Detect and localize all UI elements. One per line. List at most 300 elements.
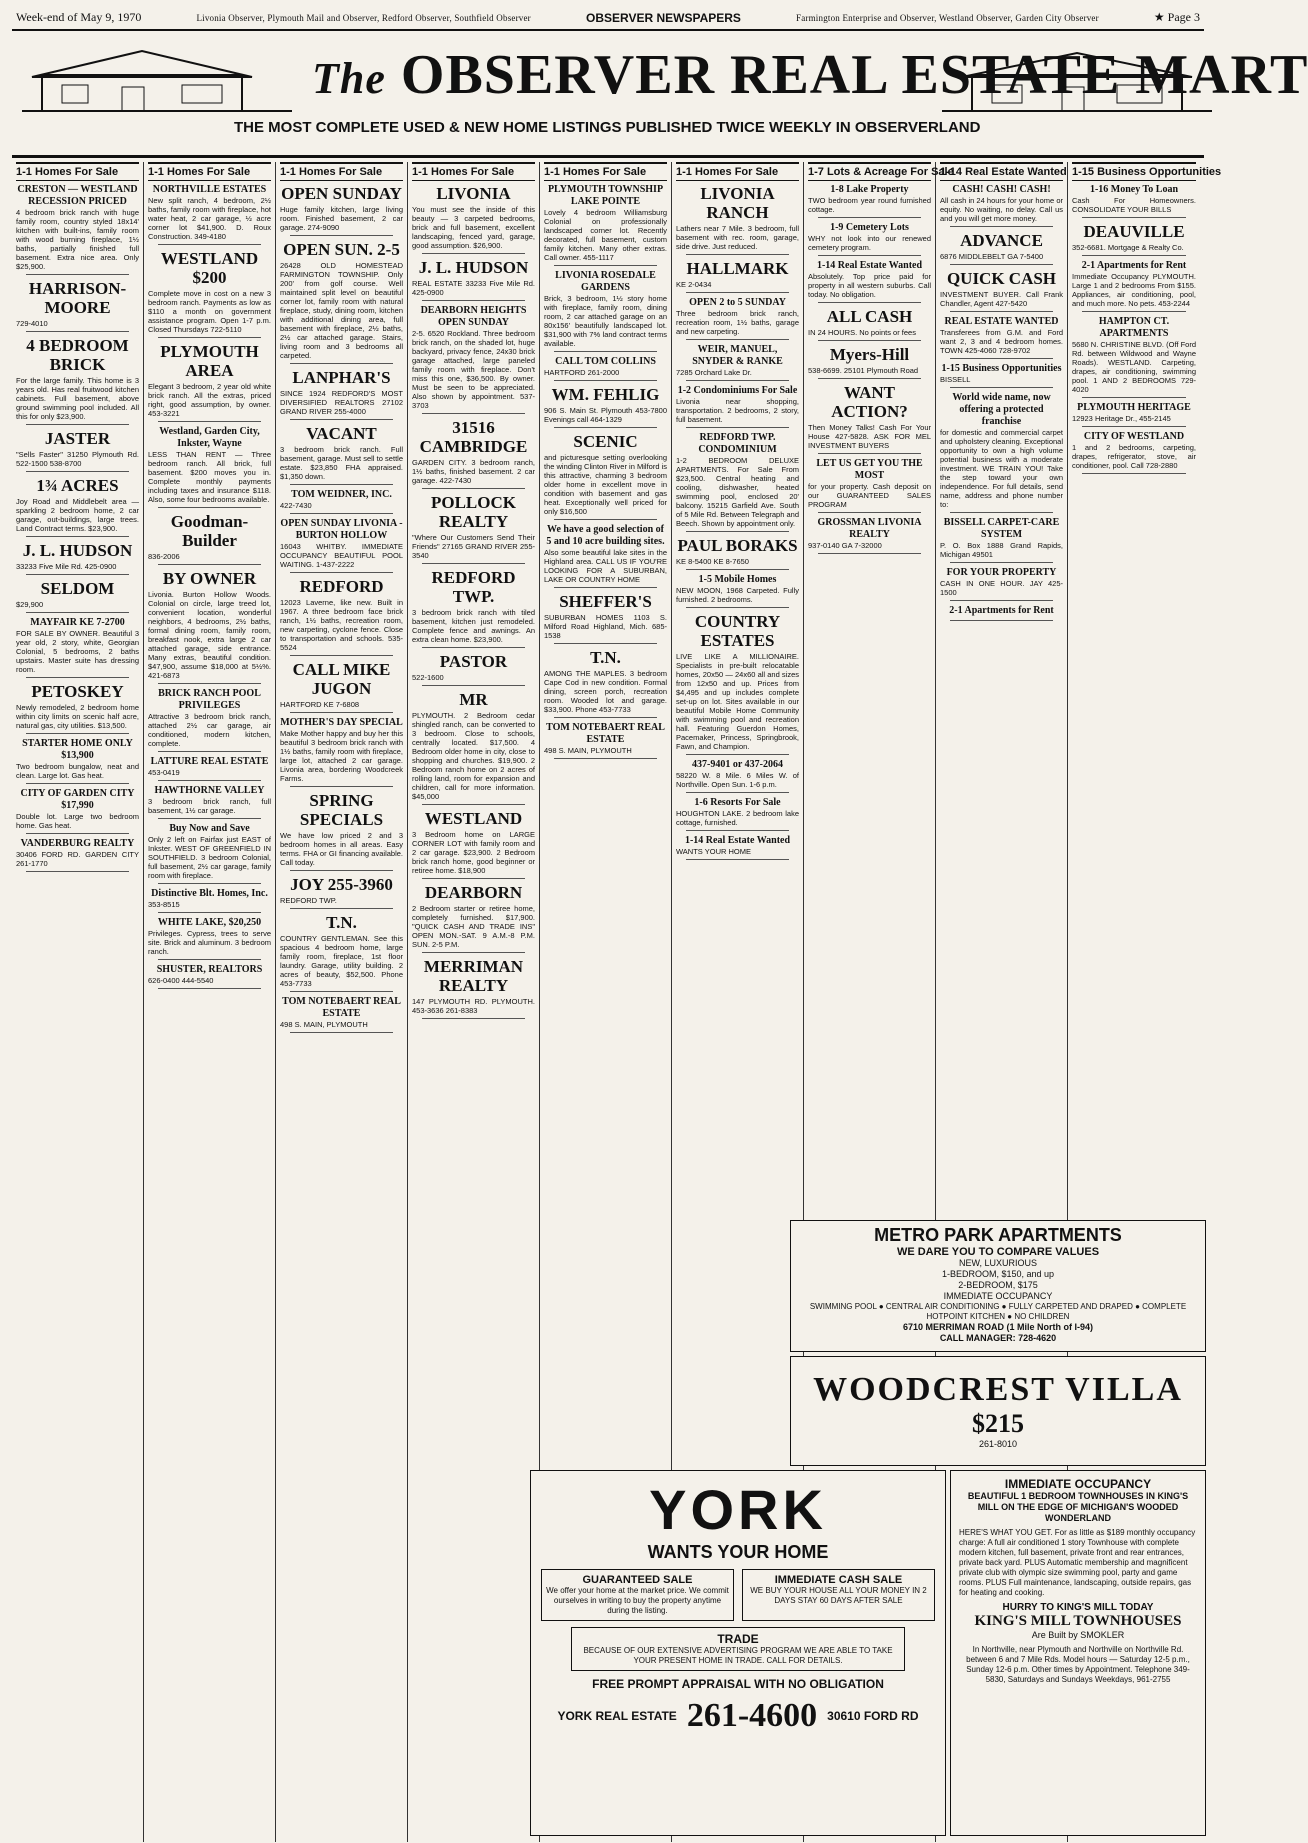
masthead-mart: MART xyxy=(1135,44,1308,106)
classified-ad xyxy=(1072,222,1196,256)
classified-ad xyxy=(808,260,931,303)
classified-ad xyxy=(16,579,139,613)
york-phone: 261-4600 xyxy=(686,1697,818,1734)
metro-line2: 1-BEDROOM, $150, and up xyxy=(941,1269,1055,1279)
classified-ad xyxy=(148,569,271,684)
ad-separator xyxy=(818,340,921,341)
ad-title: CITY OF GARDEN CITY $17,990 xyxy=(20,788,135,811)
ad-separator xyxy=(686,754,789,755)
classified-ad xyxy=(280,717,403,787)
ad-body: $29,900 xyxy=(16,600,44,609)
ad-separator xyxy=(26,424,129,425)
kings-name: KING'S MILL TOWNHOUSES xyxy=(974,1613,1182,1629)
ad-body: KE 8-5400 KE 8-7650 xyxy=(676,557,749,566)
ad-body: 498 S. MAIN, PLYMOUTH xyxy=(544,746,632,755)
ad-body: WHY not look into our renewed cemetery program. xyxy=(808,234,931,252)
ad-body: 58220 W. 8 Mile. 6 Miles W. of Northville. Open Sun. 1-6 p.m. xyxy=(676,771,799,789)
classified-ad xyxy=(544,432,667,520)
classified-ad xyxy=(16,429,139,472)
classified-ad xyxy=(280,184,403,236)
ad-separator xyxy=(950,387,1053,388)
classified-column xyxy=(144,162,276,1842)
ad-title: 1-5 Mobile Homes xyxy=(698,574,777,585)
ad-separator xyxy=(554,427,657,428)
masthead-the: The xyxy=(312,54,386,103)
ad-title: PLYMOUTH AREA xyxy=(160,342,259,380)
ad-body: TWO bedroom year round furnished cottage. xyxy=(808,196,931,214)
issue-date: Week-end of May 9, 1970 xyxy=(16,10,142,24)
classified-column xyxy=(12,162,144,1842)
ad-title: BY OWNER xyxy=(162,569,257,588)
ad-separator xyxy=(158,751,261,752)
ad-separator xyxy=(26,783,129,784)
classified-ad xyxy=(544,270,667,352)
ad-body: Lovely 4 bedroom Williamsburg Colonial on professionally landscaped corner lot. Recently decorated, full basement, custom family kitchen. Many other extras. Call owner. 455-1117 xyxy=(544,208,667,262)
classified-ad xyxy=(280,424,403,485)
ad-separator xyxy=(158,818,261,819)
classified-ad xyxy=(676,574,799,608)
ad-title: PASTOR xyxy=(439,652,508,671)
ad-separator xyxy=(422,488,525,489)
ad-separator xyxy=(818,255,921,256)
ad-separator xyxy=(554,717,657,718)
ad-body: 538-6699. 25101 Plymouth Road xyxy=(808,366,919,375)
ad-title: WESTLAND $200 xyxy=(160,249,259,287)
york-trade-box xyxy=(571,1627,905,1671)
ad-body: 3 bedroom brick ranch. Full basement, garage. Must sell to settle estate. $23,850 FHA appraised. $1,350 down. xyxy=(280,445,403,481)
kings-hurry: HURRY TO KING'S MILL TODAY xyxy=(1002,1602,1154,1613)
ad-body: 12923 Heritage Dr., 455-2145 xyxy=(1072,414,1171,423)
classified-ad xyxy=(940,269,1063,312)
york-guaranteed-body: We offer your home at the market price. We commit ourselves in writing to buy the property anytime during the listing. xyxy=(546,1586,729,1615)
ad-separator xyxy=(290,712,393,713)
ad-body: COUNTRY GENTLEMAN. See this spacious 4 bedroom home, large family room, fireplace, 1st floor laundry. Garage, utility building. 2 acres of beauty, $52,500. Phone 453-7733 xyxy=(280,934,403,988)
classified-ad xyxy=(676,759,799,793)
ad-title: WESTLAND xyxy=(424,809,523,828)
ad-separator xyxy=(554,587,657,588)
ad-title: 31516 CAMBRIDGE xyxy=(419,418,528,456)
ad-separator xyxy=(290,235,393,236)
ad-title: World wide name, now offering a protected franchise xyxy=(952,392,1051,427)
classified-ad xyxy=(808,383,931,454)
ad-separator xyxy=(422,413,525,414)
ad-separator xyxy=(1082,311,1186,312)
classified-ad xyxy=(280,791,403,871)
classified-ad xyxy=(148,184,271,245)
ad-title: WEIR, MANUEL, SNYDER & RANKE xyxy=(692,344,783,367)
ad-body: 147 PLYMOUTH RD. PLYMOUTH. 453-3636 261-8383 xyxy=(412,997,535,1015)
ad-separator xyxy=(422,563,525,564)
classified-ad xyxy=(412,258,535,301)
ad-body: for domestic and commercial carpet and upholstery cleaning. Exceptional opportunity to own a high volume potential business with a moderate investment. WE TRAIN YOU! Take the step toward your own independence. For full details, send name, address and phone number to: xyxy=(940,428,1063,509)
ad-body: Newly remodeled, 2 bedroom home within city limits on scenic half acre, natural gas, city utilities. $13,500. xyxy=(16,703,139,730)
classified-ad xyxy=(544,648,667,718)
metro-park-ad xyxy=(790,1220,1206,1352)
classified-ad xyxy=(148,688,271,752)
ad-body: Cash For Homeowners. CONSOLIDATE YOUR BILLS xyxy=(1072,196,1196,214)
column-heading: 1-15 Business Opportunities xyxy=(1072,162,1196,181)
classified-ad xyxy=(676,184,799,255)
ad-body: 1-2 BEDROOM DELUXE APARTMENTS. For Sale From $23,500. Central heating and cooling, dishwasher, heated swimming pool, enclosed 20' balcony. 15215 Garfield Ave. South of 5 Mile Rd. Between Telegraph and Beech. Shown by appointment only. xyxy=(676,456,799,528)
classified-ad xyxy=(148,249,271,338)
ad-title: 437-9401 or 437-2064 xyxy=(692,759,783,770)
classified-ad xyxy=(676,797,799,831)
ad-separator xyxy=(422,1018,525,1019)
classified-column xyxy=(408,162,540,1842)
ad-title: CALL TOM COLLINS xyxy=(555,356,656,367)
ad-title: LATTURE REAL ESTATE xyxy=(150,756,269,767)
ad-body: Complete move in cost on a new 3 bedroom ranch. Payments as low as $110 a month on government assistance program. Open 1-7 p.m. Closed Thursdays 722-5110 xyxy=(148,289,271,334)
ad-body: INVESTMENT BUYER. Call Frank Chandler, Agent 427-5420 xyxy=(940,290,1063,308)
ad-body: Lathers near 7 Mile. 3 bedroom, full basement with rec. room, garage, side drive. Just reduced. xyxy=(676,224,799,251)
metro-manager: CALL MANAGER: 728-4620 xyxy=(939,1333,1057,1343)
classified-ad xyxy=(280,489,403,514)
ad-title: HAWTHORNE VALLEY xyxy=(154,785,265,796)
metro-line1: NEW, LUXURIOUS xyxy=(958,1258,1037,1268)
ad-separator xyxy=(950,264,1053,265)
house-illustration-left-icon xyxy=(22,45,292,115)
ad-separator xyxy=(290,991,393,992)
classified-ad xyxy=(1072,431,1196,474)
classified-ad xyxy=(544,524,667,588)
ad-separator xyxy=(950,226,1053,227)
ad-separator xyxy=(554,265,657,266)
ad-separator xyxy=(554,643,657,644)
ad-body: Attractive 3 bedroom brick ranch, attached 2½ car garage, air conditioned, modern kitchen, complete. xyxy=(148,712,271,748)
ad-body: All cash in 24 hours for your home or equity. No waiting, no delay. Call us and you will get more money. xyxy=(940,196,1063,223)
ad-title: 1-15 Business Opportunities xyxy=(941,363,1062,374)
ad-body: Elegant 3 bedroom, 2 year old white brick ranch. All the extras, priced right, good assumption, by owner. 453-3221 xyxy=(148,382,271,418)
ad-body: REAL ESTATE 33233 Five Mile Rd. 425-0900 xyxy=(412,279,535,297)
woodcrest-ad xyxy=(790,1356,1206,1466)
ad-title: OPEN 2 to 5 SUNDAY xyxy=(689,297,786,308)
masthead-main: OBSERVER REAL ESTATE xyxy=(400,44,1121,106)
column-heading: 1-1 Homes For Sale xyxy=(676,162,799,181)
ad-title: T.N. xyxy=(326,913,357,932)
ad-title: ALL CASH xyxy=(826,307,913,326)
ad-body: 3 bedroom brick ranch, full basement, 1½ car garage. xyxy=(148,797,271,815)
ad-separator xyxy=(422,300,525,301)
ad-separator xyxy=(422,253,525,254)
classified-ad xyxy=(280,875,403,909)
ad-title: REAL ESTATE WANTED xyxy=(944,316,1059,327)
kings-mill-ad xyxy=(950,1470,1206,1836)
york-sub: WANTS YOUR HOME xyxy=(647,1542,829,1562)
ad-body: You must see the inside of this beauty — 3 carpeted bedrooms, brick and full basement, excellent landscaping, fenced yard, garage, good assumption. $26,900. xyxy=(412,205,535,250)
ad-body: 3 Bedroom home on LARGE CORNER LOT with family room and 2 car garage. $23,900. 2 Bedroom brick ranch home, good beginner or retiree home. $18,900 xyxy=(412,830,535,875)
classified-ad xyxy=(412,652,535,686)
york-address: 30610 FORD RD xyxy=(827,1709,919,1723)
classified-ad xyxy=(280,518,403,573)
ad-title: OPEN SUN. 2-5 xyxy=(283,240,400,259)
classified-ad xyxy=(412,184,535,254)
ad-separator xyxy=(686,292,789,293)
ad-separator xyxy=(158,683,261,684)
classified-ad xyxy=(1072,316,1196,398)
ad-body: HOUGHTON LAKE. 2 bedroom lake cottage, furnished. xyxy=(676,809,799,827)
classified-ad xyxy=(676,297,799,340)
classified-ad xyxy=(16,279,139,332)
ad-separator xyxy=(26,274,129,275)
classified-ad xyxy=(148,917,271,960)
ad-body: Make Mother happy and buy her this beautiful 3 bedroom brick ranch with 1½ baths, family room with fireplace, large lot, attached 2 car garage. Livonia area, bordering Woodcreek Farms. xyxy=(280,729,403,783)
ad-title: 1-8 Lake Property xyxy=(830,184,909,195)
classified-ad xyxy=(148,756,271,781)
ad-body: SINCE 1924 REDFORD'S MOST DIVERSIFIED REALTORS 27102 GRAND RIVER 255-4000 xyxy=(280,389,403,416)
classified-ad xyxy=(1072,260,1196,312)
ad-body: BISSELL xyxy=(940,375,971,384)
ad-body: We have low priced 2 and 3 bedroom homes in all areas. Easy terms. FHA or GI financing available. Call today. xyxy=(280,831,403,867)
ad-title: DEARBORN HEIGHTS OPEN SUNDAY xyxy=(420,305,527,328)
classified-ad xyxy=(544,592,667,644)
column-heading: 1-1 Homes For Sale xyxy=(16,162,139,181)
ad-body: 729-4010 xyxy=(16,319,48,328)
running-header xyxy=(12,10,1204,31)
ad-title: SPRING SPECIALS xyxy=(299,791,384,829)
ad-body: PLYMOUTH. 2 Bedroom cedar shingled ranch, can be converted to 3 bedroom. Close to schools, centrally located. $17,500. 4 Bedroom older home in city, close to shopping and churches. $19,900. 2 Bedroom ranch home on 2 acres of rolling land, room for expansion and children, call for more information. $45,000 xyxy=(412,711,535,801)
ad-separator xyxy=(686,380,789,381)
ad-separator xyxy=(290,786,393,787)
ad-separator xyxy=(290,1032,393,1033)
ad-body: REDFORD TWP. xyxy=(280,896,337,905)
metro-address: 6710 MERRIMAN ROAD (1 Mile North of I-94) xyxy=(902,1322,1094,1332)
ad-separator xyxy=(686,569,789,570)
ad-title: CRESTON — WESTLAND RECESSION PRICED xyxy=(17,184,138,207)
classified-ad xyxy=(808,184,931,218)
ad-separator xyxy=(26,733,129,734)
masthead-subtitle: THE MOST COMPLETE USED & NEW HOME LISTINGS PUBLISHED TWICE WEEKLY IN OBSERVERLAND xyxy=(234,119,981,136)
ad-body: SUBURBAN HOMES 1103 S. Milford Road Highland, Mich. 685-1538 xyxy=(544,613,667,640)
york-guaranteed: GUARANTEED SALE xyxy=(582,1574,693,1586)
ad-body: For the large family. This home is 3 years old. Has real fruitwood kitchen cabinets. Full basement, above ground swimming pool included. All this for only $23,900. xyxy=(16,376,139,421)
ad-body: 352-6681. Mortgage & Realty Co. xyxy=(1072,243,1184,252)
ad-title: 2-1 Apartments for Rent xyxy=(1081,260,1187,271)
ad-body: P. O. Box 1888 Grand Rapids, Michigan 49501 xyxy=(940,541,1063,559)
classified-ad xyxy=(16,838,139,872)
header-papers-1: Livonia Observer, Plymouth Mail and Observer, Redford Observer, Southfield Observer xyxy=(196,12,531,23)
ad-separator xyxy=(950,620,1053,621)
column-heading: 1-1 Homes For Sale xyxy=(148,162,271,181)
classified-ad xyxy=(808,222,931,256)
ad-separator xyxy=(686,427,789,428)
classified-ad xyxy=(676,835,799,860)
ad-separator xyxy=(26,574,129,575)
classified-ad xyxy=(676,432,799,532)
ad-title: STARTER HOME ONLY $13,900 xyxy=(22,738,133,761)
ad-body: IN 24 HOURS. No points or fees xyxy=(808,328,916,337)
classified-column xyxy=(276,162,408,1842)
classified-ad xyxy=(940,392,1063,513)
ad-separator xyxy=(158,912,261,913)
ad-title: WM. FEHLIG xyxy=(551,385,660,404)
ad-body: 1 and 2 bedrooms, carpeting, drapes, refrigerator, stove, air conditioner, pool. Call 728-2880 xyxy=(1072,443,1196,470)
ad-body: HARTFORD 261-2000 xyxy=(544,368,620,377)
ad-separator xyxy=(686,254,789,255)
ad-title: TOM NOTEBAERT REAL ESTATE xyxy=(282,996,401,1019)
classified-ad xyxy=(16,541,139,575)
ad-separator xyxy=(554,758,657,759)
classified-ad xyxy=(148,342,271,422)
classified-ad xyxy=(412,957,535,1019)
classified-ad xyxy=(16,476,139,537)
ad-separator xyxy=(26,536,129,537)
ad-body: Only 2 left on Fairfax just EAST of Inkster. WEST OF GREENFIELD IN SOUTHFIELD. 3 bedroom Colonial, full basement, 2½ car garage, family room with fireplace. xyxy=(148,835,271,880)
classified-ad xyxy=(544,385,667,428)
york-label: YORK REAL ESTATE xyxy=(557,1709,677,1723)
ad-body: AMONG THE MAPLES. 3 bedroom Cape Cod in new condition. Formal dining, screen porch, recreation room. Wooded lot and garage. $33,900. Phone 453-7733 xyxy=(544,669,667,714)
classified-ad xyxy=(940,363,1063,388)
ad-title: WANT ACTION? xyxy=(831,383,908,421)
ad-title: LIVONIA xyxy=(436,184,511,203)
ad-separator xyxy=(290,513,393,514)
ad-separator xyxy=(26,871,129,872)
classified-ad xyxy=(412,568,535,648)
ad-title: MERRIMAN REALTY xyxy=(423,957,524,995)
ad-body: 3 bedroom brick ranch with tiled basement, kitchen just remodeled. Complete fence and awnings. An extra clean home. $23,900. xyxy=(412,608,535,644)
ad-separator xyxy=(290,572,393,573)
ad-title: 1-14 Real Estate Wanted xyxy=(816,260,923,271)
ad-title: 4 BEDROOM BRICK xyxy=(26,336,129,374)
ad-body: FOR SALE BY OWNER. Beautiful 3 year old, 2 story, white, Georgian Colonial, 5 bedrooms, 2 baths upstairs. Master suite has dressing room. xyxy=(16,629,139,674)
ad-title: PETOSKEY xyxy=(31,682,124,701)
ad-body: Then Money Talks! Cash For Your House 427-5828. ASK FOR MEL INVESTMENT BUYERS xyxy=(808,423,931,450)
ad-title: PLYMOUTH TOWNSHIP LAKE POINTE xyxy=(547,184,664,207)
ad-separator xyxy=(686,830,789,831)
classified-ad xyxy=(148,964,271,989)
ad-separator xyxy=(290,363,393,364)
york-free: FREE PROMPT APPRAISAL WITH NO OBLIGATION xyxy=(592,1677,884,1691)
ad-title: Distinctive Blt. Homes, Inc. xyxy=(151,888,268,899)
ad-separator xyxy=(818,378,921,379)
metro-title: METRO PARK APARTMENTS xyxy=(874,1225,1122,1245)
ad-body: 4 bedroom brick ranch with huge family room, country styled 18x14' kitchen with built-ins, family room with wood burning fireplace, 1½ baths, partially finished full basement. Extra nice area. Only $25,900. xyxy=(16,208,139,271)
classified-ad xyxy=(16,682,139,734)
york-trade-body: BECAUSE OF OUR EXTENSIVE ADVERTISING PROGRAM WE ARE ABLE TO TAKE YOUR PRESENT HOME IN TRADE. CALL FOR DETAILS. xyxy=(583,1646,893,1665)
ad-body: Privileges. Cypress, trees to serve site. Brick and aluminum. 3 bedroom ranch. xyxy=(148,929,271,956)
ad-body: 16043 WHITBY. IMMEDIATE OCCUPANCY BEAUTIFUL POOL WAITING. 1-437-2222 xyxy=(280,542,403,569)
ad-title: HARRISON-MOORE xyxy=(28,279,127,317)
masthead-title xyxy=(312,43,1308,107)
ad-body: Brick, 3 bedroom, 1½ story home with fireplace, family room, dining room, 2 car attached garage on an 80x156' beautifully landscaped lot. $31,900 with 7% land contract terms available. xyxy=(544,294,667,348)
ad-title: COUNTRY ESTATES xyxy=(694,612,781,650)
classified-ad xyxy=(16,336,139,425)
ad-title: OPEN SUNDAY LIVONIA - BURTON HOLLOW xyxy=(280,518,403,541)
york-trade: TRADE xyxy=(717,1632,759,1646)
ad-body: for your property. Cash deposit on our GUARANTEED SALES PROGRAM xyxy=(808,482,931,509)
ad-title: PLYMOUTH HERITAGE xyxy=(1077,402,1191,413)
classified-ad xyxy=(808,345,931,379)
ad-title: REDFORD TWP. CONDOMINIUM xyxy=(698,432,777,455)
ad-body: CASH IN ONE HOUR. JAY 425-1500 xyxy=(940,579,1063,597)
kings-body: HERE'S WHAT YOU GET. For as little as $189 monthly occupancy charge: A full air conditioned 1 story Townhouse with complete modern kitchen, full basement, private front and rear entrances, private back yard. PLUS Automatic membership and magnificent private club with olympic size swimming pool, party and game rooms. PLUS Full maintenance, landscaping, outside repairs, gas for heating and cooking. xyxy=(959,1528,1196,1597)
ad-title: ADVANCE xyxy=(960,231,1043,250)
ad-title: MAYFAIR KE 7-2700 xyxy=(30,617,125,628)
ad-title: J. L. HUDSON xyxy=(22,541,133,560)
ad-body: "Where Our Customers Send Their Friends" 27165 GRAND RIVER 255-3540 xyxy=(412,533,535,560)
ad-body: 30406 FORD RD. GARDEN CITY 261-1770 xyxy=(16,850,139,868)
classified-ad xyxy=(412,305,535,414)
classified-ad xyxy=(16,617,139,678)
classified-ad xyxy=(16,788,139,834)
ad-separator xyxy=(950,600,1053,601)
ad-separator xyxy=(1082,397,1186,398)
classified-ad xyxy=(544,184,667,266)
header-papers-2: Farmington Enterprise and Observer, Westland Observer, Garden City Observer xyxy=(796,12,1099,23)
ad-separator xyxy=(290,908,393,909)
ad-title: NORTHVILLE ESTATES xyxy=(152,184,267,195)
classified-ad xyxy=(940,567,1063,601)
ad-separator xyxy=(290,419,393,420)
ad-body: 453-0419 xyxy=(148,768,180,777)
ad-separator xyxy=(422,804,525,805)
ad-body: 12023 Laverne, like new. Built in 1967. A three bedroom face brick ranch, 1½ baths, recreation room, new carpeting, cyclone fence. Close to transportation and schools. 535-5524 xyxy=(280,598,403,652)
classified-ad xyxy=(940,231,1063,265)
ad-separator xyxy=(950,358,1053,359)
classified-ad xyxy=(940,605,1063,621)
ad-title: BRICK RANCH POOL PRIVILEGES xyxy=(158,688,261,711)
ad-separator xyxy=(422,647,525,648)
ad-separator xyxy=(818,302,921,303)
classified-ad xyxy=(148,426,271,508)
classified-ad xyxy=(148,823,271,884)
ad-body: Absolutely. Top price paid for property in all western suburbs. Call today. No obligation. xyxy=(808,272,931,299)
ad-title: SHUSTER, REALTORS xyxy=(156,964,263,975)
classified-ad xyxy=(412,883,535,953)
ad-body: Livonia near shopping, transportation. 2 bedrooms, 2 story, full basement. xyxy=(676,397,799,424)
ad-separator xyxy=(686,607,789,608)
ad-separator xyxy=(422,952,525,953)
classified-ad xyxy=(148,785,271,819)
classified-ad xyxy=(280,660,403,713)
kings-title: IMMEDIATE OCCUPANCY xyxy=(1004,1477,1152,1491)
ad-body: Transferees from G.M. and Ford want 2, 3 and 4 bedroom homes. TOWN 425-4060 728-9702 xyxy=(940,328,1063,355)
classified-ad xyxy=(412,418,535,489)
ad-separator xyxy=(554,519,657,520)
ad-title: WHITE LAKE, $20,250 xyxy=(157,917,262,928)
ad-separator xyxy=(290,655,393,656)
ad-body: Also some beautiful lake sites in the Highland area. CALL US IF YOU'RE LOOKING FOR A SUBURBAN, LAKE OR COUNTRY HOME xyxy=(544,548,667,584)
classified-ad xyxy=(676,536,799,570)
classified-ad xyxy=(16,738,139,784)
ad-separator xyxy=(158,421,261,422)
ad-separator xyxy=(158,883,261,884)
ad-body: 2-5. 6520 Rockland. Three bedroom brick ranch, on the shaded lot, huge backyard, privacy fence, 24x30 brick garage attached, large paneled family room with fireplace. Don't miss this one, $36,500. By owner. Must be seen to be appreciated. Also shown by appointment. 537-3703 xyxy=(412,329,535,410)
classified-ad xyxy=(280,577,403,656)
ad-separator xyxy=(422,685,525,686)
ad-body: LIVE LIKE A MILLIONAIRE. Specialists in pre-built relocatable homes, 20x50 — 24x60 all and sizes from 12x50 and up. Prices from $4,495 and up includes complete set-up on lot. Sites available in our beautiful Mobile Home Community with swimming pool and recreation hall. Featuring Guerdon Homes, Pacemaker, Princess, Springbrook, Fawn, and Champion. xyxy=(676,652,799,751)
column-heading: 1-1 Homes For Sale xyxy=(544,162,667,181)
ad-body: and picturesque setting overlooking the winding Clinton River in Milford is this attractive, charming 3 bedroom older home in excellent move in condition with basement and gas heat. Exceptionally well priced for only $16,500 xyxy=(544,453,667,516)
ad-separator xyxy=(26,833,129,834)
column-heading: 1-14 Real Estate Wanted xyxy=(940,162,1063,181)
ad-title: 1-14 Real Estate Wanted xyxy=(684,835,791,846)
classified-ad xyxy=(412,809,535,879)
ad-separator xyxy=(818,453,921,454)
ad-separator xyxy=(554,351,657,352)
ad-separator xyxy=(950,311,1053,312)
classified-ad xyxy=(412,493,535,564)
ad-body: WANTS YOUR HOME xyxy=(676,847,752,856)
kings-built: Are Built by SMOKLER xyxy=(1031,1630,1125,1640)
ad-body: Immediate Occupancy PLYMOUTH. Large 1 and 2 bedrooms From $155. Appliances, air conditioning, pool, and much more. No pets. 453-2244 xyxy=(1072,272,1196,308)
classified-ad xyxy=(940,517,1063,563)
classified-ad xyxy=(676,385,799,428)
ad-title: BISSELL CARPET-CARE SYSTEM xyxy=(943,517,1060,540)
ad-separator xyxy=(1082,473,1186,474)
ad-title: T.N. xyxy=(590,648,621,667)
column-heading: 1-1 Homes For Sale xyxy=(280,162,403,181)
classified-ad xyxy=(280,368,403,420)
